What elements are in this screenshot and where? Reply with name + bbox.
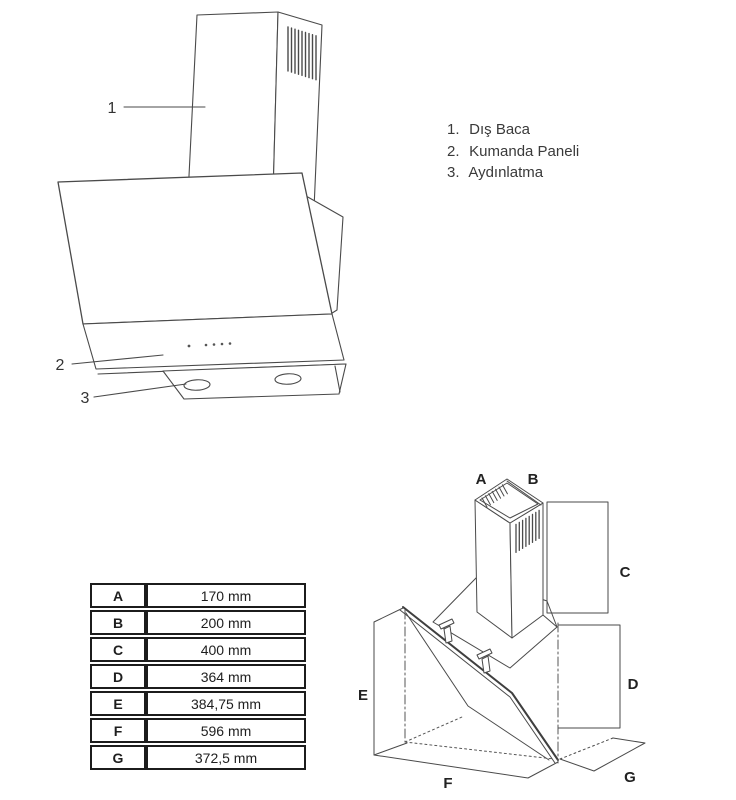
dim-key-cell: C bbox=[90, 637, 146, 662]
hood-dimension-drawing bbox=[340, 450, 736, 800]
dim-value-cell: 372,5 mm bbox=[146, 745, 306, 770]
chimney-front-face bbox=[188, 12, 278, 196]
legend-item-3-num: 3. bbox=[447, 164, 460, 181]
table-row bbox=[90, 691, 306, 716]
underside-panel bbox=[163, 364, 346, 399]
dim-key-cell: B bbox=[90, 610, 146, 635]
legend-item-3-label: Aydınlatma bbox=[468, 164, 544, 181]
glass-panel bbox=[58, 173, 332, 324]
table-row bbox=[90, 718, 306, 743]
dim-label-b: B bbox=[527, 471, 539, 488]
dim-value-cell: 400 mm bbox=[146, 637, 306, 662]
chimney-duct bbox=[475, 479, 543, 638]
dim-label-c: C bbox=[619, 564, 631, 581]
callout-1-label: 1 bbox=[107, 100, 117, 117]
table-row bbox=[90, 610, 306, 635]
dim-value-cell: 200 mm bbox=[146, 610, 306, 635]
legend-item-3 bbox=[447, 162, 579, 184]
legend-item-1-label: Dış Baca bbox=[469, 121, 531, 138]
dimensions-table bbox=[90, 581, 306, 772]
legend bbox=[447, 119, 579, 184]
dim-c-box bbox=[547, 502, 608, 613]
legend-item-2 bbox=[447, 141, 579, 163]
table-row bbox=[90, 637, 306, 662]
dim-key-cell: A bbox=[90, 583, 146, 608]
callout-2-label: 2 bbox=[55, 357, 65, 374]
dim-label-d: D bbox=[627, 676, 639, 693]
dim-label-f: F bbox=[443, 775, 453, 792]
dim-label-g: G bbox=[624, 769, 636, 786]
dim-e-bracket bbox=[374, 608, 407, 755]
hood-overview-drawing bbox=[0, 0, 400, 420]
table-row bbox=[90, 664, 306, 689]
dim-label-a: A bbox=[475, 471, 487, 488]
dim-value-cell: 596 mm bbox=[146, 718, 306, 743]
dim-value-cell: 170 mm bbox=[146, 583, 306, 608]
dim-key-cell: G bbox=[90, 745, 146, 770]
dim-key-cell: E bbox=[90, 691, 146, 716]
dim-g-outline bbox=[560, 738, 645, 771]
legend-item-1-num: 1. bbox=[447, 121, 460, 138]
dim-label-e: E bbox=[357, 687, 369, 704]
callout-3-label: 3 bbox=[80, 390, 90, 407]
dim-value-cell: 384,75 mm bbox=[146, 691, 306, 716]
dim-key-cell: D bbox=[90, 664, 146, 689]
dim-f-edge bbox=[374, 755, 558, 778]
legend-item-1 bbox=[447, 119, 579, 141]
dim-value-cell: 364 mm bbox=[146, 664, 306, 689]
legend-item-2-num: 2. bbox=[447, 142, 460, 160]
table-row bbox=[90, 745, 306, 770]
dim-d-box bbox=[558, 625, 620, 728]
table-row bbox=[90, 583, 306, 608]
legend-item-2-label: Kumanda Paneli bbox=[469, 142, 580, 160]
dim-key-cell: F bbox=[90, 718, 146, 743]
